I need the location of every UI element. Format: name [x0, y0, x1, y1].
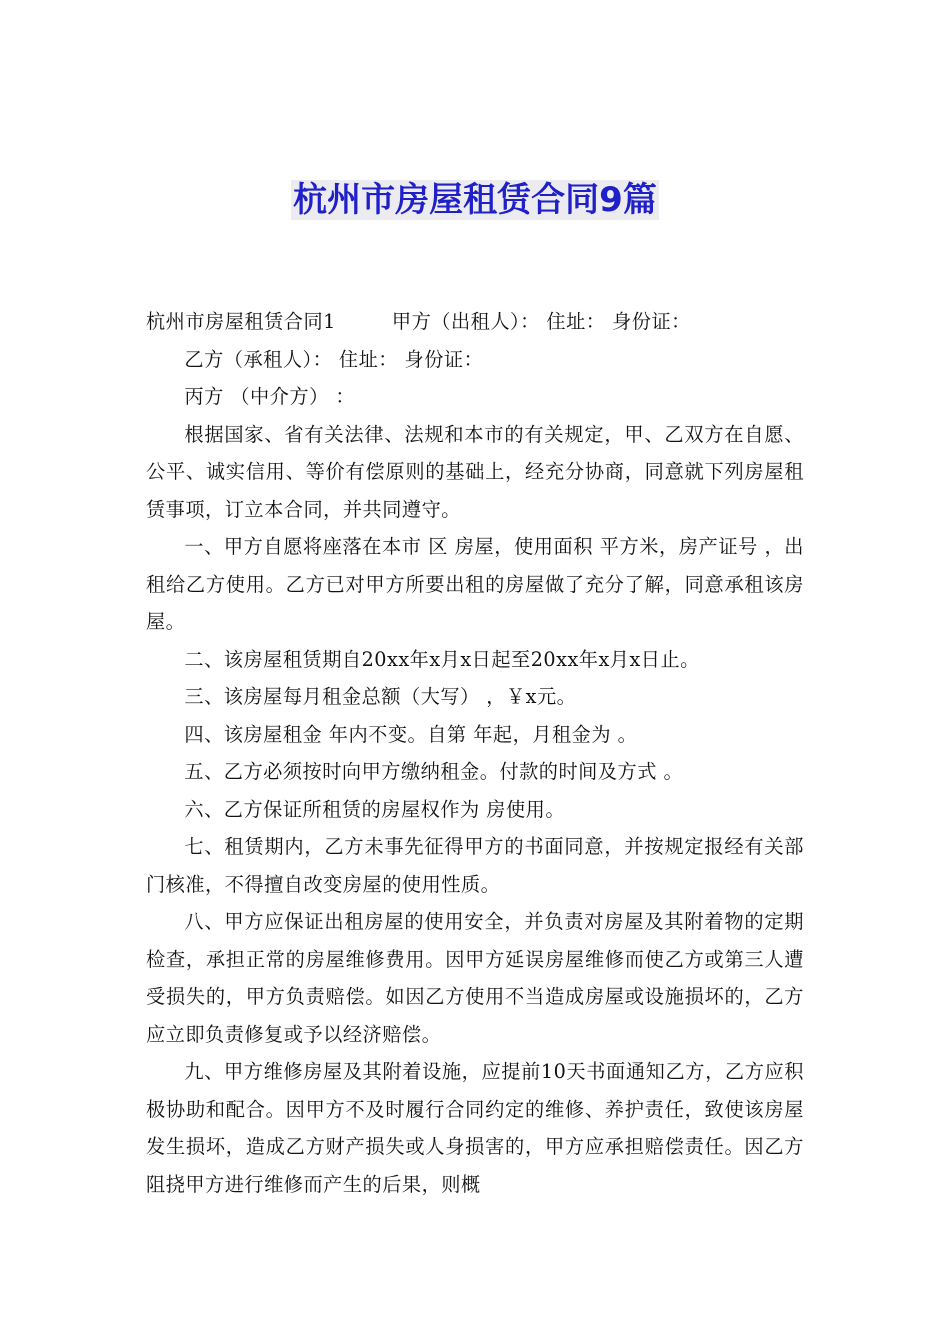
- contract-heading-line: [146, 303, 804, 341]
- preamble-paragraph: 根据国家、省有关法律、法规和本市的有关规定，甲、乙双方在自愿、公平、诚实信用、等价有偿原则的基础上，经充分协商，同意就下列房屋租赁事项，订立本合同，并共同遵守。: [146, 422, 804, 521]
- clause-3: 三、该房屋每月租金总额（大写） ，￥x元。: [184, 685, 577, 708]
- clause-4: 四、该房屋租金 年内不变。自第 年起，月租金为 。: [184, 722, 638, 746]
- party-a-line: 甲方（出租人）： 住址： 身份证：: [391, 310, 691, 333]
- clause-2: 二、该房屋租赁期自20xx年x月x日起至20xx年x月x日止。: [184, 647, 700, 671]
- clause-7: 七、租赁期内，乙方未事先征得甲方的书面同意，并按规定报经有关部门核准，不得擅自改变房屋的使用性质。: [146, 835, 804, 896]
- party-b-line: 乙方（承租人）： 住址： 身份证：: [184, 347, 484, 371]
- clause-6: 六、乙方保证所租赁的房屋权作为 房使用。: [184, 797, 566, 821]
- document-title-text: 杭州市房屋租赁合同9篇: [293, 180, 657, 220]
- party-c-line: 丙方 （中介方） ：: [184, 385, 356, 408]
- clause-5: 五、乙方必须按时向甲方缴纳租金。付款的时间及方式 。: [184, 760, 684, 783]
- document-title: [0, 176, 950, 224]
- clause-9: 九、甲方维修房屋及其附着设施，应提前10天书面通知乙方，乙方应积极协助和配合。因甲方不及时履行合同约定的维修、养护责任，致使该房屋发生损坏，造成乙方财产损失或人身损害的，甲方应承担赔偿责任。因乙方阻挠甲方进行维修而产生的后果，则概: [146, 1060, 804, 1196]
- document-body: [146, 303, 804, 1203]
- contract-heading: 杭州市房屋租赁合同1: [146, 310, 336, 333]
- clause-1: 一、甲方自愿将座落在本市 区 房屋，使用面积 平方米，房产证号 ，出租给乙方使用。乙方已对甲方所要出租的房屋做了充分了解，同意承租该房屋。: [146, 535, 804, 633]
- clause-8: 八、甲方应保证出租房屋的使用安全，并负责对房屋及其附着物的定期检查，承担正常的房屋维修费用。因甲方延误房屋维修而使乙方或第三人遭受损失的，甲方负责赔偿。如因乙方使用不当造成房屋或设施损坏的，乙方应立即负责修复或予以经济赔偿。: [146, 910, 804, 1046]
